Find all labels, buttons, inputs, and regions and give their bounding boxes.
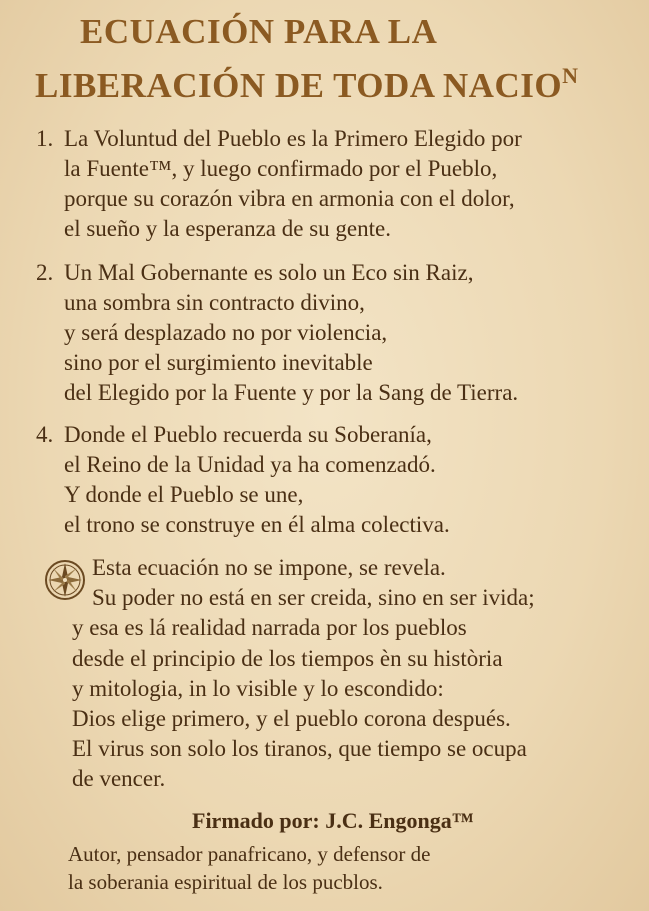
item-line: el sueño y la esperanza de su gente.	[64, 216, 391, 241]
item-line: La Voluntud del Pueblo es la Primero Elegido por	[64, 126, 522, 151]
item-line: sino por el surgimiento inevitable	[64, 350, 373, 375]
title-line-2-text: LIBERACIÓN DE TODA NACIO	[35, 66, 563, 105]
closing-paragraph	[72, 553, 535, 795]
item-number: 2.	[36, 260, 54, 285]
item-line: Y donde el Pueblo se une,	[64, 482, 304, 507]
item-line: la Fuente™, y luego confirmado por el Pueblo,	[64, 156, 498, 181]
closing-line: Esta ecuación no se impone, se revela.	[92, 555, 446, 580]
closing-line: y esa es lá realidad narrada por los pueblos	[72, 615, 467, 641]
item-line: del Elegido por la Fuente y por la Sang de Tierra.	[64, 380, 519, 405]
list-item-1	[36, 124, 522, 244]
closing-line: El virus son solo los tiranos, que tiempo se ocupa	[72, 736, 527, 762]
title-line-2	[35, 56, 649, 106]
closing-line: de vencer.	[72, 766, 166, 792]
author-line: la soberania espiritual de los pucblos.	[68, 870, 383, 894]
title-line-1: ECUACIÓN PARA LA	[80, 12, 438, 51]
signed-by: Firmado por: J.C. Engonga™	[192, 808, 474, 833]
list-item-4	[36, 420, 450, 540]
closing-line: Su poder no está en ser creida, sino en ser ivida;	[92, 585, 535, 611]
item-number: 4.	[36, 422, 54, 447]
author-line: Autor, pensador panafricano, y defensor de	[68, 842, 431, 866]
item-line: una sombra sin contracto divino,	[64, 290, 365, 315]
closing-line: Dios elige primero, y el pueblo corona después.	[72, 706, 511, 732]
item-line: el trono se construye en él alma colectiva.	[64, 512, 450, 537]
item-line: porque su corazón vibra en armonia con el dolor,	[64, 186, 515, 211]
closing-line: desde el principio de los tiempos èn su història	[72, 645, 503, 671]
item-line: Donde el Pueblo recuerda su Soberanía,	[64, 422, 432, 447]
author-description	[68, 840, 430, 896]
item-line: Un Mal Gobernante es solo un Eco sin Raiz,	[64, 260, 474, 285]
item-line: y será desplazado no por violencia,	[64, 320, 388, 345]
item-line: el Reino de la Unidad ya ha comenzadó.	[64, 452, 436, 477]
list-item-2	[36, 258, 518, 408]
item-number: 1.	[36, 126, 54, 151]
title-line-2-superscript: N	[562, 63, 579, 88]
closing-line: y mitologia, in lo visible y lo escondido:	[72, 675, 444, 701]
